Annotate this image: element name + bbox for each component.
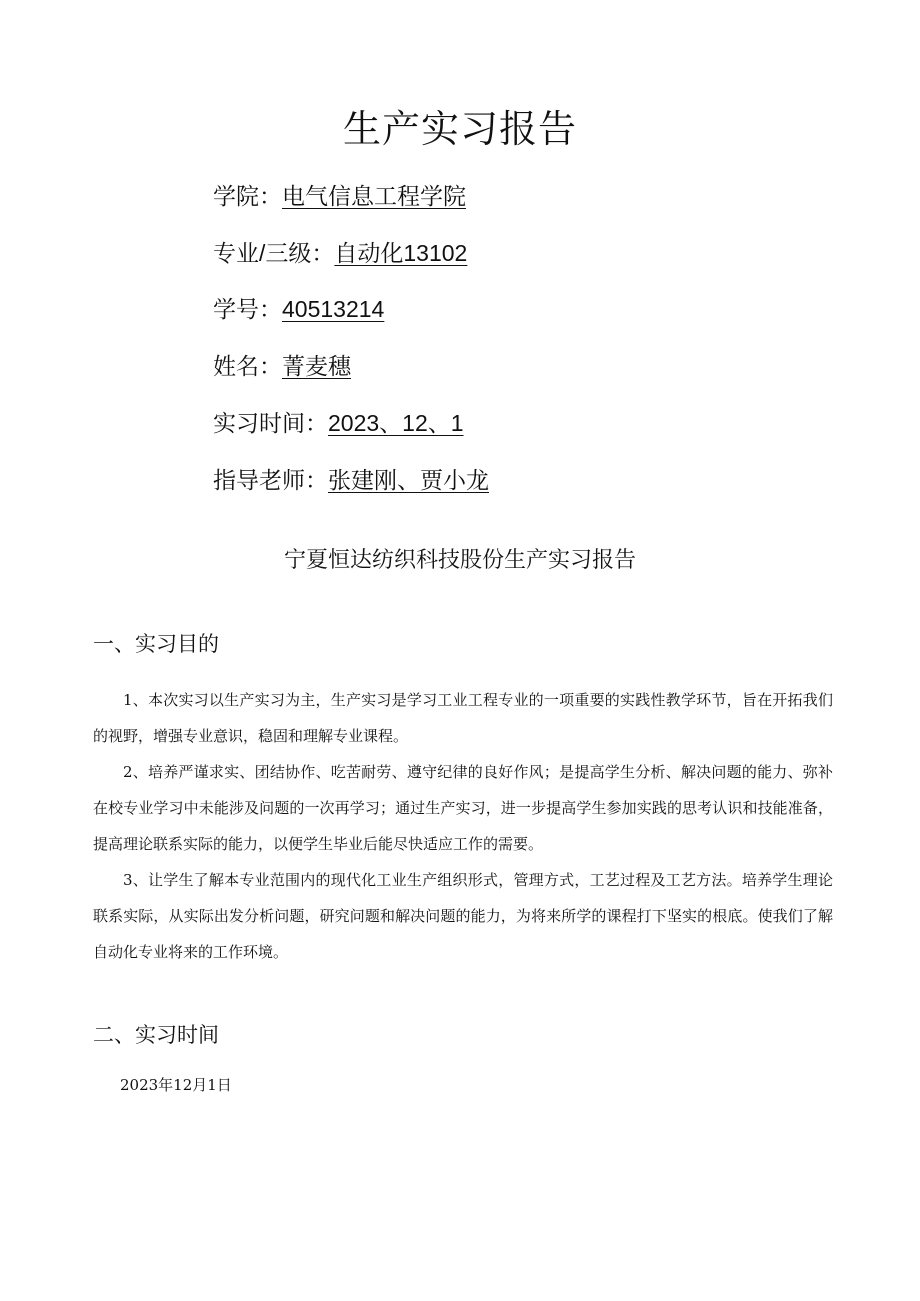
info-internship-time: [213, 405, 773, 438]
info-student-id: [213, 291, 773, 324]
info-label: 专业/三级：: [213, 240, 335, 266]
info-value: 张建刚、贾小龙: [328, 467, 489, 493]
info-advisors: [213, 462, 773, 495]
paragraph: 2、培养严谨求实、团结协作、吃苦耐劳、遵守纪律的良好作风；是提高学生分析、解决问题的能力、弥补在校专业学习中未能涉及问题的一次再学习；通过生产实习，进一步提高学生参加实践的思考认识和技能准备，提高理论联系实际的能力，以便学生毕业后能尽快适应工作的需要。: [93, 763, 833, 853]
info-label: 学院：: [213, 183, 282, 209]
info-value: 2023、12、1: [328, 410, 464, 436]
info-college: [213, 178, 773, 211]
section-body-purpose: [93, 682, 833, 970]
section-heading-purpose: 一、实习目的: [93, 633, 219, 656]
info-label: 学号：: [213, 296, 282, 322]
report-subtitle: 宁夏恒达纺织科技股份生产实习报告: [283, 547, 636, 572]
info-value: 40513214: [282, 296, 385, 322]
info-name: [213, 348, 773, 381]
document-title: 生产实习报告: [342, 107, 577, 151]
info-label: 姓名：: [213, 353, 282, 379]
paragraph: 3、让学生了解本专业范围内的现代化工业生产组织形式，管理方式，工艺过程及工艺方法。培养学生理论联系实际，从实际出发分析问题，研究问题和解决问题的能力，为将来所学的课程打下坚实的根底。使我们了解自动化专业将来的工作环境。: [93, 871, 833, 961]
internship-date: 2023年12月1日: [120, 1076, 232, 1094]
info-value: 自动化13102: [334, 240, 468, 266]
info-label: 指导老师：: [213, 467, 328, 493]
paragraph: 1、本次实习以生产实习为主，生产实习是学习工业工程专业的一项重要的实践性教学环节，旨在开拓我们的视野，增强专业意识，稳固和理解专业课程。: [93, 691, 833, 745]
info-value: 菁麦穗: [282, 353, 351, 379]
info-major-class: [213, 235, 773, 268]
info-value: 电气信息工程学院: [282, 183, 466, 209]
info-label: 实习时间：: [213, 410, 328, 436]
section-heading-time: 二、实习时间: [93, 1024, 219, 1047]
